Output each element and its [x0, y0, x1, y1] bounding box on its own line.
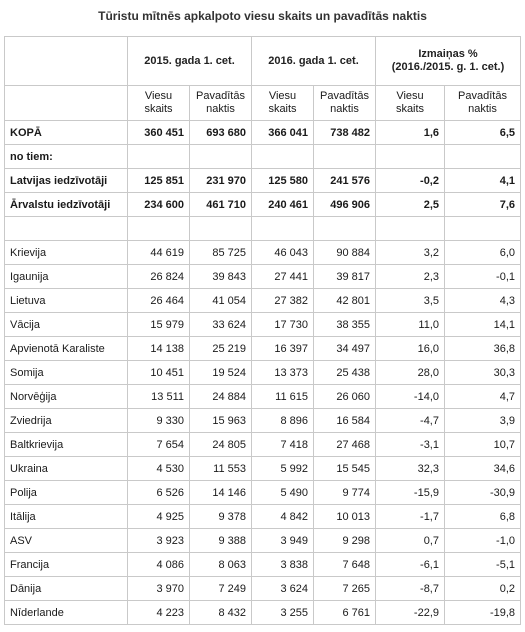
cell-cv: 2,3	[376, 265, 445, 289]
cell-v2016	[252, 145, 314, 169]
cell-n2016: 16 584	[314, 409, 376, 433]
table-row	[5, 505, 521, 529]
cell-n2016: 7 265	[314, 577, 376, 601]
cell-v2015: 14 138	[128, 337, 190, 361]
cell-v2015: 4 223	[128, 601, 190, 625]
table-row	[5, 577, 521, 601]
row-label: Nīderlande	[5, 601, 128, 625]
cell-cn: 3,9	[445, 409, 521, 433]
header-change-line2: (2016./2015. g. 1. cet.)	[391, 61, 505, 73]
cell-cn: 7,6	[445, 193, 521, 217]
row-label: Zviedrija	[5, 409, 128, 433]
cell-n2016: 26 060	[314, 385, 376, 409]
cell-v2016: 13 373	[252, 361, 314, 385]
sub-header	[252, 86, 314, 121]
cell-v2015: 4 530	[128, 457, 190, 481]
cell-v2016: 17 730	[252, 313, 314, 337]
cell-v2015: 4 086	[128, 553, 190, 577]
cell-n2015: 8 063	[190, 553, 252, 577]
cell-v2015: 4 925	[128, 505, 190, 529]
sub-header	[376, 86, 445, 121]
sub-header-line2: naktis	[330, 103, 359, 115]
spacer-cell	[190, 217, 252, 241]
tourism-table	[4, 36, 521, 625]
sub-header-line2: skaits	[395, 103, 425, 115]
sub-header-line2: naktis	[206, 103, 235, 115]
cell-n2015: 85 725	[190, 241, 252, 265]
cell-cn: 4,7	[445, 385, 521, 409]
table-row	[5, 601, 521, 625]
cell-cv: 32,3	[376, 457, 445, 481]
cell-cv: -4,7	[376, 409, 445, 433]
sub-corner-cell	[5, 86, 128, 121]
sub-header	[445, 86, 521, 121]
cell-v2016: 3 255	[252, 601, 314, 625]
cell-cv: -15,9	[376, 481, 445, 505]
table-row	[5, 169, 521, 193]
cell-v2015: 360 451	[128, 121, 190, 145]
row-label: Norvēģija	[5, 385, 128, 409]
row-label: ASV	[5, 529, 128, 553]
sub-header-line1: Viesu	[396, 90, 424, 102]
table-row	[5, 145, 521, 169]
spacer-cell	[314, 217, 376, 241]
row-label: no tiem:	[5, 145, 128, 169]
cell-cv: 2,5	[376, 193, 445, 217]
sub-header-line2: skaits	[268, 103, 297, 115]
cell-n2016: 15 545	[314, 457, 376, 481]
cell-v2015: 7 654	[128, 433, 190, 457]
table-row	[5, 361, 521, 385]
spacer-cell	[445, 217, 521, 241]
cell-cn: -0,1	[445, 265, 521, 289]
cell-v2015: 44 619	[128, 241, 190, 265]
sub-header-line1: Pavadītās	[320, 90, 369, 102]
row-label: Vācija	[5, 313, 128, 337]
cell-v2016: 366 041	[252, 121, 314, 145]
cell-n2016: 241 576	[314, 169, 376, 193]
cell-n2015: 11 553	[190, 457, 252, 481]
cell-v2016: 16 397	[252, 337, 314, 361]
row-label: Somija	[5, 361, 128, 385]
cell-n2015: 231 970	[190, 169, 252, 193]
cell-v2016: 27 382	[252, 289, 314, 313]
sub-header	[128, 86, 190, 121]
cell-n2016: 496 906	[314, 193, 376, 217]
cell-cv	[376, 145, 445, 169]
sub-header	[314, 86, 376, 121]
row-label: Dānija	[5, 577, 128, 601]
cell-cn: -1,0	[445, 529, 521, 553]
cell-v2016: 8 896	[252, 409, 314, 433]
cell-v2016: 46 043	[252, 241, 314, 265]
row-label: Ārvalstu iedzīvotāji	[5, 193, 128, 217]
cell-n2016: 9 298	[314, 529, 376, 553]
cell-cv: -8,7	[376, 577, 445, 601]
cell-v2016: 125 580	[252, 169, 314, 193]
cell-n2015: 41 054	[190, 289, 252, 313]
cell-n2015: 461 710	[190, 193, 252, 217]
cell-v2016: 3 949	[252, 529, 314, 553]
table-row	[5, 385, 521, 409]
spacer-row	[5, 217, 521, 241]
cell-n2015: 19 524	[190, 361, 252, 385]
cell-cn: 30,3	[445, 361, 521, 385]
cell-v2016: 27 441	[252, 265, 314, 289]
cell-cn: 6,8	[445, 505, 521, 529]
cell-cv: 1,6	[376, 121, 445, 145]
cell-n2016: 738 482	[314, 121, 376, 145]
cell-cv: 3,5	[376, 289, 445, 313]
row-label: Itālija	[5, 505, 128, 529]
cell-v2016: 240 461	[252, 193, 314, 217]
cell-n2015: 15 963	[190, 409, 252, 433]
cell-n2016: 39 817	[314, 265, 376, 289]
sub-header-line2: naktis	[468, 103, 497, 115]
table-body	[5, 121, 521, 625]
cell-n2015: 39 843	[190, 265, 252, 289]
cell-n2015: 7 249	[190, 577, 252, 601]
cell-v2016: 5 490	[252, 481, 314, 505]
table-row	[5, 337, 521, 361]
cell-cv: 28,0	[376, 361, 445, 385]
cell-n2015	[190, 145, 252, 169]
table-row	[5, 481, 521, 505]
cell-n2016: 10 013	[314, 505, 376, 529]
cell-v2016: 4 842	[252, 505, 314, 529]
cell-n2016: 90 884	[314, 241, 376, 265]
cell-n2016: 7 648	[314, 553, 376, 577]
cell-cn: 36,8	[445, 337, 521, 361]
cell-v2016: 3 624	[252, 577, 314, 601]
cell-v2015: 3 923	[128, 529, 190, 553]
row-label: Krievija	[5, 241, 128, 265]
cell-v2016: 3 838	[252, 553, 314, 577]
sub-header	[190, 86, 252, 121]
row-label: Apvienotā Karaliste	[5, 337, 128, 361]
table-row	[5, 409, 521, 433]
cell-n2015: 693 680	[190, 121, 252, 145]
cell-cn: 14,1	[445, 313, 521, 337]
row-label: Francija	[5, 553, 128, 577]
cell-v2016: 5 992	[252, 457, 314, 481]
cell-cv: 3,2	[376, 241, 445, 265]
cell-n2016: 27 468	[314, 433, 376, 457]
cell-n2016: 42 801	[314, 289, 376, 313]
corner-cell	[5, 37, 128, 86]
row-label: Baltkrievija	[5, 433, 128, 457]
table-title: Tūristu mītnēs apkalpoto viesu skaits un pavadītās naktis	[98, 9, 427, 23]
table-row	[5, 265, 521, 289]
cell-cn: -19,8	[445, 601, 521, 625]
cell-cv: 11,0	[376, 313, 445, 337]
sub-header-line1: Pavadītās	[196, 90, 245, 102]
table-row	[5, 313, 521, 337]
cell-v2015	[128, 145, 190, 169]
header-2016: 2016. gada 1. cet.	[252, 37, 376, 86]
cell-cv: -14,0	[376, 385, 445, 409]
cell-v2015: 234 600	[128, 193, 190, 217]
row-label: Lietuva	[5, 289, 128, 313]
spacer-cell	[5, 217, 128, 241]
cell-cv: -3,1	[376, 433, 445, 457]
cell-cv: 0,7	[376, 529, 445, 553]
cell-n2015: 33 624	[190, 313, 252, 337]
spacer-cell	[376, 217, 445, 241]
cell-n2015: 24 805	[190, 433, 252, 457]
cell-cv: -0,2	[376, 169, 445, 193]
table-row	[5, 433, 521, 457]
cell-cn: 6,5	[445, 121, 521, 145]
sub-header-line1: Viesu	[268, 90, 297, 102]
sub-header-line1: Viesu	[144, 90, 173, 102]
cell-n2016: 6 761	[314, 601, 376, 625]
cell-v2015: 13 511	[128, 385, 190, 409]
table-row	[5, 193, 521, 217]
cell-n2015: 14 146	[190, 481, 252, 505]
cell-cn: 34,6	[445, 457, 521, 481]
cell-v2015: 6 526	[128, 481, 190, 505]
cell-cv: 16,0	[376, 337, 445, 361]
cell-v2016: 7 418	[252, 433, 314, 457]
cell-n2015: 8 432	[190, 601, 252, 625]
row-label: Ukraina	[5, 457, 128, 481]
row-label: Latvijas iedzīvotāji	[5, 169, 128, 193]
header-row-groups	[5, 37, 521, 86]
spacer-cell	[128, 217, 190, 241]
cell-cv: -6,1	[376, 553, 445, 577]
cell-v2015: 15 979	[128, 313, 190, 337]
spacer-cell	[252, 217, 314, 241]
table-row	[5, 529, 521, 553]
cell-n2015: 9 378	[190, 505, 252, 529]
cell-n2015: 25 219	[190, 337, 252, 361]
cell-cn: 6,0	[445, 241, 521, 265]
cell-n2016: 34 497	[314, 337, 376, 361]
cell-cn: 0,2	[445, 577, 521, 601]
table-row	[5, 457, 521, 481]
cell-cn: -5,1	[445, 553, 521, 577]
sub-header-line1: Pavadītās	[458, 90, 507, 102]
cell-v2015: 26 824	[128, 265, 190, 289]
cell-cn	[445, 145, 521, 169]
cell-n2016: 25 438	[314, 361, 376, 385]
cell-cn: -30,9	[445, 481, 521, 505]
cell-cv: -1,7	[376, 505, 445, 529]
row-label: KOPĀ	[5, 121, 128, 145]
cell-n2015: 9 388	[190, 529, 252, 553]
header-change	[376, 37, 521, 86]
table-row	[5, 553, 521, 577]
cell-cv: -22,9	[376, 601, 445, 625]
cell-v2016: 11 615	[252, 385, 314, 409]
cell-v2015: 10 451	[128, 361, 190, 385]
header-change-line1: Izmaiņas %	[418, 48, 478, 60]
header-row-sub	[5, 86, 521, 121]
cell-cn: 4,3	[445, 289, 521, 313]
table-row	[5, 289, 521, 313]
cell-v2015: 9 330	[128, 409, 190, 433]
cell-n2016	[314, 145, 376, 169]
cell-cn: 4,1	[445, 169, 521, 193]
cell-v2015: 125 851	[128, 169, 190, 193]
cell-n2016: 9 774	[314, 481, 376, 505]
table-row	[5, 121, 521, 145]
header-2015: 2015. gada 1. cet.	[128, 37, 252, 86]
table-row	[5, 241, 521, 265]
row-label: Igaunija	[5, 265, 128, 289]
sub-header-line2: skaits	[144, 103, 173, 115]
cell-v2015: 26 464	[128, 289, 190, 313]
cell-n2016: 38 355	[314, 313, 376, 337]
cell-v2015: 3 970	[128, 577, 190, 601]
row-label: Polija	[5, 481, 128, 505]
cell-n2015: 24 884	[190, 385, 252, 409]
cell-cn: 10,7	[445, 433, 521, 457]
